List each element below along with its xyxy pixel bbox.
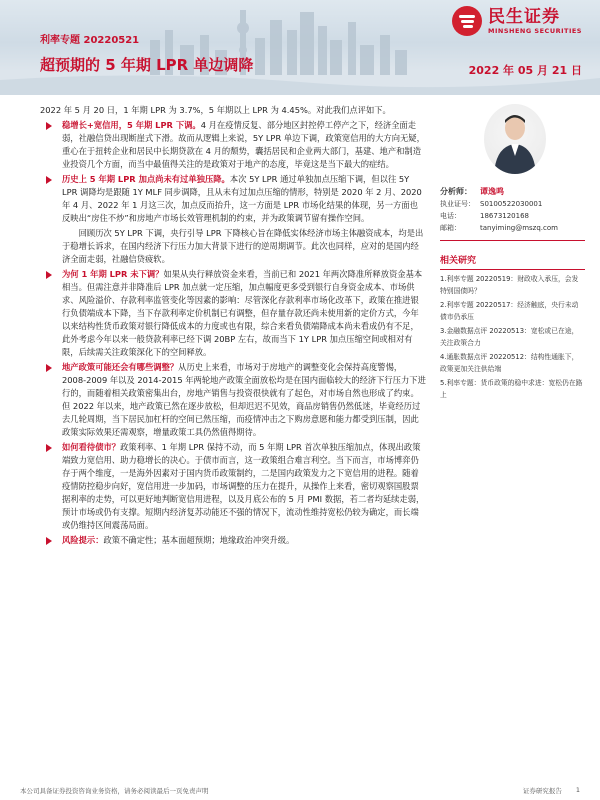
logo-chinese-name: 民生证券 [488,6,560,27]
point-body: 政策利率、1 年期 LPR 保持不动，而 5 年期 LPR 首次单独压缩加点，体现出政策端致力宽信用、助力稳增长的决心。于债市而言，这一政策组合难言利空。当下而言，市场博弈仍存于两个维度，一是海外因素对于国内货币政策制约，二是国内政策发力之下宽信用的进程。随着疫情防控稳步向好，宽信用进一步加码，市场调整的压力在提升，从操作上来看，密切观察国股票据利率的走势，可以更好地判断宽信用进程，以及月底公布的 5 月 PMI 数据，若二者均延续走弱，预计市场或仍有支撑。短期内经济复苏动能还不强的情况下，流动性维持宽松仍较为确定，而长端或仍维持区间震荡局面。 [62,442,425,530]
related-research-item[interactable]: 3.金融数据点评 20220513：宽松或已在途，关注政策合力 [440,327,579,347]
risk-body: 政策不确定性；基本面超预期；地缘政治冲突升级。 [103,535,295,545]
license-label: 执业证号： [440,200,475,208]
point-heading: 地产政策可能还会有哪些调整？ [62,362,179,372]
related-research-list [440,274,585,401]
point-paragraph [40,173,426,225]
phone-value: 18673120168 [480,212,529,220]
analyst-sidebar [440,104,585,404]
risk-heading: 风险提示： [62,535,104,545]
point-paragraph [40,361,426,439]
related-research-item[interactable]: 4.通胀数据点评 20220512：结构性通胀下，政策更加关注供给端 [440,353,579,373]
minsheng-logo-icon [452,6,482,36]
page-number: 1 [575,786,580,794]
disclaimer-note: 本公司具备证券投资咨询业务资格，请务必阅读最后一页免责声明 [20,787,209,795]
related-research-title: 相关研究 [440,253,585,270]
point-heading: 稳增长+宽信用，5 年期 LPR 下调。 [62,120,201,130]
related-research-item[interactable]: 1.利率专题 20220519：财政收入承压，会发特别国债吗？ [440,275,579,295]
plain-paragraph: 回顾历次 5Y LPR 下调，央行引导 LPR 下降核心旨在降低实体经济市场主体融资成本，均是出于稳增长诉求，在国内经济下行压力加大背景下进行的逆周期调节。此次也同样，应对的是国内经济全面走弱，社融信贷疲软。 [62,228,424,264]
point-body: 如果从央行释放资金来看，当前已和 2021 年两次降准所释放资金基本相当。但需注意并非降准后 LPR 加点就一定压缩，加点幅度更多受到银行自身资金成本、市场供求、风险溢价、存款利率监管变化等因素的影响：尽管深化存款利率市场化改革下，政策在推进银行负债端成本下降，当下存款利率定价机制已有调整，但存量存款还尚未使用新的定价方式，今年以来结构性货币政策对银行降低成本的力度或也有限，综合来看负债端降成本尚未看成仍有不足，此外考虑今年以来一般贷款利率已经下调 20BP 左右，故而当下 1Y LPR 加点压缩空间或相对有限，后续需关注政策深化下的空间释放。 [62,269,423,357]
report-body [40,104,426,549]
point-heading: 如何看待债市？ [62,442,121,452]
triangle-bullet-icon [46,176,52,184]
point-body: 本次 5Y LPR 通过单独加点压缩下调，但以往 5Y LPR 调降均是跟随 1Y MLF 同步调降，且从未有过加点压缩的情形，特别是 2020 年 2 月、2020 年 4 月、2022 年 1 月这三次，加点反而抬升，这一方面是 LPR 市场化结果的体现，另一方面也反映出“房住不炒”和房地产市场长效管理机制的约束，并为政策调节留有操作空间。 [62,174,422,223]
intro-paragraph: 2022 年 5 月 20 日，1 年期 LPR 为 3.7%，5 年期以上 LPR 为 4.45%。对此我们点评如下。 [40,105,391,115]
analyst-name: 谭逸鸣 [480,187,504,196]
sidebar-divider [440,240,585,241]
logo-english-name: MINSHENG SECURITIES [488,26,582,35]
risk-paragraph [40,534,426,547]
point-body: 4 月在疫情反复、部分地区封控停工停产之下，经济全面走弱，社融信贷出现断崖式下滑。故而从逻辑上来说，5Y LPR 单边下调，政策宽信用的大方向无疑，重心在于扭转企业和居民中长期贷款在 4 月的颓势，囊括居民和企业两大部门，基建、地产和制造业投资几个方面，而当中最值得关注的是政策对于地产的态度，毕竟这是当下最大的症结。 [62,120,425,169]
triangle-bullet-icon [46,271,52,279]
email-link[interactable]: tanyiming@mszq.com [480,224,558,232]
report-category: 证券研究报告 [522,787,562,795]
page-footer [20,786,580,795]
point-paragraph [40,119,426,171]
report-header [0,0,600,95]
point-heading: 历史上 5 年期 LPR 加点尚未有过单独压降。 [62,174,230,184]
point-body: 从历史上来看，市场对于房地产的调整变化会保持高度警惕，2008-2009 年以及 2014-2015 年两轮地产政策全面放松均是在国内面临较大的经济下行压力下进行的，而随着相关政策密集出台，房地产销售与投资很快就有了起色，对市场自然也形成了约束。但 2022 年以来，地产政策已然在逐步放松，但却迟迟不见效，商品房销售仍然低迷，毕竟经历过去几轮周期，当下居民加杠杆的空间已然压缩，而疫情冲击之下购房意愿和能力都受到压制，因此政策实际效果还需观察，增量政策工具仍然值得期待。 [62,362,426,437]
analyst-photo [484,104,546,174]
triangle-bullet-icon [46,364,52,372]
phone-label: 电话： [440,212,461,220]
triangle-bullet-icon [46,444,52,452]
report-type: 利率专题 20220521 [40,35,140,46]
point-paragraph [40,268,426,359]
analyst-info [440,186,585,234]
related-research-item[interactable]: 2.利率专题 20220517：经济触底，央行未动债市仍承压 [440,301,579,321]
report-title: 超预期的 5 年期 LPR 单边调降 [40,56,254,74]
triangle-bullet-icon [46,537,52,545]
related-research-item[interactable]: 5.利率专题：货币政策的稳中求进：宽松仍在路上 [440,379,583,399]
license-value: S0100522030001 [480,200,543,208]
analyst-label: 分析师： [440,187,472,196]
report-date: 2022 年 05 月 21 日 [468,64,582,77]
analyst-portrait-icon [484,104,546,174]
triangle-bullet-icon [46,122,52,130]
point-paragraph [40,441,426,532]
minsheng-logo [452,6,582,36]
email-label: 邮箱： [440,224,461,232]
point-heading: 为何 1 年期 LPR 未下调？ [62,269,164,279]
